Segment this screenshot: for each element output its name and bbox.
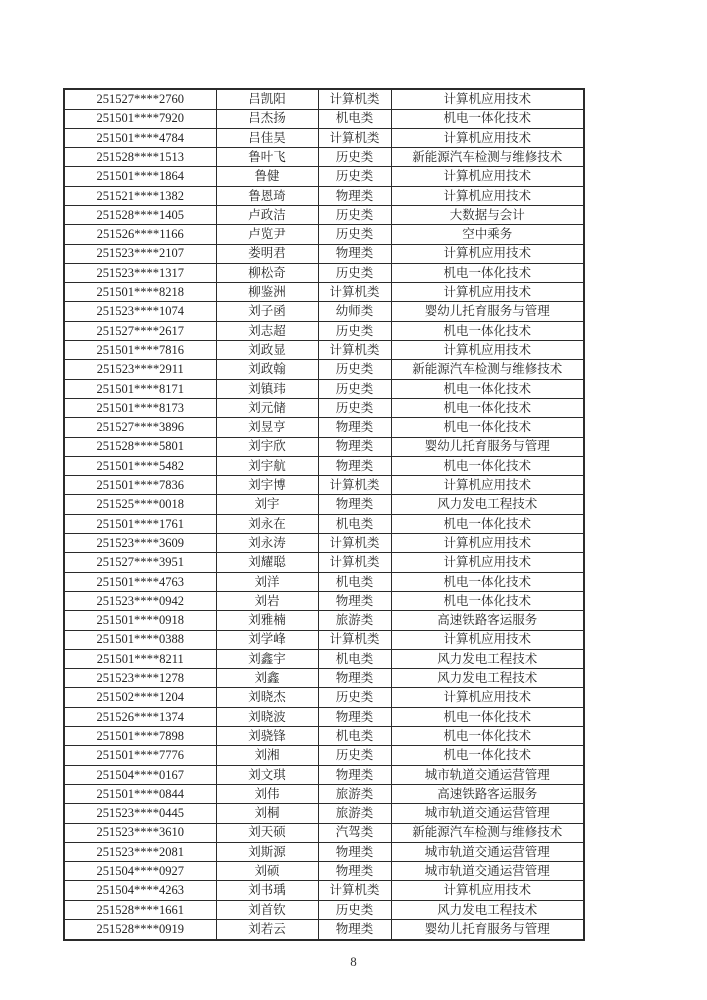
admitted-major-cell: 城市轨道交通运营管理 [391,862,584,881]
subject-category-cell: 机电类 [318,109,391,128]
subject-category-cell: 计算机类 [318,534,391,553]
table-row [64,823,584,842]
subject-category-cell: 历史类 [318,148,391,167]
candidate-name-cell: 刘晓波 [216,707,318,726]
candidate-name-cell: 刘伟 [216,784,318,803]
admitted-major-cell: 计算机应用技术 [391,553,584,572]
candidate-id-cell: 251528****0919 [64,919,216,940]
admitted-major-cell: 机电一体化技术 [391,109,584,128]
admitted-major-cell: 风力发电工程技术 [391,669,584,688]
admitted-major-cell: 婴幼儿托育服务与管理 [391,919,584,940]
table-row [64,842,584,861]
candidate-id-cell: 251504****0927 [64,862,216,881]
candidate-name-cell: 鲁健 [216,167,318,186]
candidate-id-cell: 251501****7898 [64,727,216,746]
candidate-id-cell: 251523****0445 [64,804,216,823]
admitted-major-cell: 婴幼儿托育服务与管理 [391,302,584,321]
subject-category-cell: 历史类 [318,263,391,282]
admission-roster-table-body [64,89,584,940]
subject-category-cell: 计算机类 [318,128,391,147]
subject-category-cell: 计算机类 [318,476,391,495]
table-row [64,418,584,437]
candidate-name-cell: 娄明君 [216,244,318,263]
candidate-name-cell: 吕佳昊 [216,128,318,147]
candidate-id-cell: 251501****0844 [64,784,216,803]
candidate-name-cell: 刘桐 [216,804,318,823]
table-row [64,321,584,340]
candidate-name-cell: 刘若云 [216,919,318,940]
table-row [64,707,584,726]
table-row [64,688,584,707]
candidate-name-cell: 刘首钦 [216,900,318,919]
admitted-major-cell: 城市轨道交通运营管理 [391,765,584,784]
candidate-name-cell: 刘宇欣 [216,437,318,456]
table-row [64,765,584,784]
table-row [64,669,584,688]
admission-roster-table [63,88,585,941]
admitted-major-cell: 机电一体化技术 [391,591,584,610]
admitted-major-cell: 新能源汽车检测与维修技术 [391,148,584,167]
admitted-major-cell: 计算机应用技术 [391,167,584,186]
candidate-id-cell: 251521****1382 [64,186,216,205]
subject-category-cell: 计算机类 [318,89,391,109]
candidate-id-cell: 251501****8218 [64,283,216,302]
admitted-major-cell: 高速铁路客运服务 [391,611,584,630]
table-row [64,900,584,919]
candidate-id-cell: 251527****3951 [64,553,216,572]
candidate-name-cell: 刘宇博 [216,476,318,495]
candidate-name-cell: 吕凯阳 [216,89,318,109]
candidate-id-cell: 251501****0918 [64,611,216,630]
candidate-id-cell: 251504****0167 [64,765,216,784]
admitted-major-cell: 计算机应用技术 [391,476,584,495]
candidate-name-cell: 刘晓杰 [216,688,318,707]
admitted-major-cell: 机电一体化技术 [391,398,584,417]
subject-category-cell: 机电类 [318,649,391,668]
admitted-major-cell: 风力发电工程技术 [391,649,584,668]
admitted-major-cell: 婴幼儿托育服务与管理 [391,437,584,456]
subject-category-cell: 汽驾类 [318,823,391,842]
candidate-name-cell: 刘宇航 [216,456,318,475]
table-row [64,128,584,147]
admitted-major-cell: 计算机应用技术 [391,534,584,553]
admitted-major-cell: 机电一体化技术 [391,514,584,533]
candidate-name-cell: 卢政洁 [216,206,318,225]
admitted-major-cell: 大数据与会计 [391,206,584,225]
candidate-id-cell: 251501****8171 [64,379,216,398]
subject-category-cell: 物理类 [318,919,391,940]
candidate-name-cell: 刘永在 [216,514,318,533]
subject-category-cell: 物理类 [318,456,391,475]
candidate-id-cell: 251528****5801 [64,437,216,456]
subject-category-cell: 历史类 [318,321,391,340]
candidate-name-cell: 鲁叶飞 [216,148,318,167]
candidate-name-cell: 刘骁锋 [216,727,318,746]
admitted-major-cell: 机电一体化技术 [391,418,584,437]
candidate-id-cell: 251501****8173 [64,398,216,417]
subject-category-cell: 历史类 [318,398,391,417]
table-row [64,649,584,668]
subject-category-cell: 机电类 [318,514,391,533]
table-row [64,804,584,823]
table-row [64,437,584,456]
admitted-major-cell: 计算机应用技术 [391,89,584,109]
admitted-major-cell: 计算机应用技术 [391,688,584,707]
candidate-id-cell: 251501****1761 [64,514,216,533]
candidate-id-cell: 251501****7816 [64,341,216,360]
table-row [64,495,584,514]
candidate-name-cell: 刘政显 [216,341,318,360]
candidate-name-cell: 刘永涛 [216,534,318,553]
table-row [64,186,584,205]
subject-category-cell: 物理类 [318,244,391,263]
admitted-major-cell: 计算机应用技术 [391,283,584,302]
candidate-name-cell: 吕杰扬 [216,109,318,128]
table-row [64,919,584,940]
candidate-id-cell: 251523****2911 [64,360,216,379]
candidate-name-cell: 柳松奇 [216,263,318,282]
table-row [64,862,584,881]
admitted-major-cell: 城市轨道交通运营管理 [391,804,584,823]
candidate-name-cell: 柳鉴洲 [216,283,318,302]
candidate-name-cell: 卢览尹 [216,225,318,244]
candidate-name-cell: 刘学峰 [216,630,318,649]
candidate-name-cell: 刘文琪 [216,765,318,784]
table-row [64,398,584,417]
subject-category-cell: 计算机类 [318,283,391,302]
candidate-id-cell: 251501****8211 [64,649,216,668]
candidate-id-cell: 251504****4263 [64,881,216,900]
candidate-id-cell: 251523****0942 [64,591,216,610]
admitted-major-cell: 新能源汽车检测与维修技术 [391,360,584,379]
candidate-id-cell: 251528****1513 [64,148,216,167]
table-row [64,225,584,244]
admitted-major-cell: 机电一体化技术 [391,727,584,746]
admitted-major-cell: 机电一体化技术 [391,263,584,282]
candidate-id-cell: 251523****1317 [64,263,216,282]
admitted-major-cell: 计算机应用技术 [391,186,584,205]
candidate-name-cell: 刘耀聪 [216,553,318,572]
table-row [64,341,584,360]
admitted-major-cell: 空中乘务 [391,225,584,244]
candidate-id-cell: 251523****3609 [64,534,216,553]
table-row [64,630,584,649]
candidate-id-cell: 251523****2107 [64,244,216,263]
candidate-name-cell: 刘政翰 [216,360,318,379]
candidate-id-cell: 251527****2617 [64,321,216,340]
subject-category-cell: 计算机类 [318,553,391,572]
table-row [64,89,584,109]
candidate-id-cell: 251501****7776 [64,746,216,765]
admitted-major-cell: 机电一体化技术 [391,321,584,340]
subject-category-cell: 物理类 [318,495,391,514]
candidate-id-cell: 251501****0388 [64,630,216,649]
subject-category-cell: 旅游类 [318,804,391,823]
subject-category-cell: 物理类 [318,437,391,456]
subject-category-cell: 计算机类 [318,341,391,360]
subject-category-cell: 物理类 [318,669,391,688]
admitted-major-cell: 计算机应用技术 [391,341,584,360]
candidate-name-cell: 刘书瑀 [216,881,318,900]
candidate-id-cell: 251528****1661 [64,900,216,919]
candidate-name-cell: 刘昱亨 [216,418,318,437]
subject-category-cell: 物理类 [318,707,391,726]
table-row [64,244,584,263]
admitted-major-cell: 计算机应用技术 [391,128,584,147]
subject-category-cell: 计算机类 [318,630,391,649]
table-row [64,302,584,321]
admitted-major-cell: 机电一体化技术 [391,707,584,726]
candidate-name-cell: 刘宇 [216,495,318,514]
admitted-major-cell: 新能源汽车检测与维修技术 [391,823,584,842]
candidate-name-cell: 刘雅楠 [216,611,318,630]
candidate-id-cell: 251502****1204 [64,688,216,707]
admitted-major-cell: 城市轨道交通运营管理 [391,842,584,861]
candidate-id-cell: 251523****2081 [64,842,216,861]
candidate-id-cell: 251501****1864 [64,167,216,186]
candidate-name-cell: 刘鑫 [216,669,318,688]
admitted-major-cell: 机电一体化技术 [391,572,584,591]
subject-category-cell: 历史类 [318,225,391,244]
table-row [64,206,584,225]
candidate-name-cell: 鲁恩琦 [216,186,318,205]
table-row [64,553,584,572]
table-row [64,379,584,398]
candidate-name-cell: 刘镇玮 [216,379,318,398]
table-row [64,514,584,533]
subject-category-cell: 历史类 [318,746,391,765]
page-number: 8 [350,954,357,969]
admitted-major-cell: 计算机应用技术 [391,630,584,649]
table-row [64,591,584,610]
table-row [64,881,584,900]
candidate-id-cell: 251501****4763 [64,572,216,591]
candidate-name-cell: 刘岩 [216,591,318,610]
admitted-major-cell: 计算机应用技术 [391,881,584,900]
candidate-name-cell: 刘鑫宇 [216,649,318,668]
candidate-name-cell: 刘湘 [216,746,318,765]
table-row [64,167,584,186]
subject-category-cell: 物理类 [318,842,391,861]
subject-category-cell: 幼师类 [318,302,391,321]
candidate-id-cell: 251526****1166 [64,225,216,244]
admitted-major-cell: 机电一体化技术 [391,379,584,398]
table-row [64,148,584,167]
subject-category-cell: 机电类 [318,727,391,746]
subject-category-cell: 历史类 [318,379,391,398]
candidate-id-cell: 251501****7836 [64,476,216,495]
candidate-id-cell: 251525****0018 [64,495,216,514]
table-row [64,727,584,746]
candidate-id-cell: 251527****2760 [64,89,216,109]
admitted-major-cell: 机电一体化技术 [391,746,584,765]
subject-category-cell: 旅游类 [318,784,391,803]
subject-category-cell: 历史类 [318,688,391,707]
subject-category-cell: 旅游类 [318,611,391,630]
candidate-id-cell: 251523****3610 [64,823,216,842]
subject-category-cell: 历史类 [318,900,391,919]
candidate-id-cell: 251528****1405 [64,206,216,225]
subject-category-cell: 物理类 [318,591,391,610]
subject-category-cell: 物理类 [318,186,391,205]
admitted-major-cell: 高速铁路客运服务 [391,784,584,803]
candidate-id-cell: 251501****5482 [64,456,216,475]
subject-category-cell: 物理类 [318,765,391,784]
table-row [64,784,584,803]
candidate-name-cell: 刘洋 [216,572,318,591]
table-row [64,109,584,128]
candidate-id-cell: 251501****7920 [64,109,216,128]
subject-category-cell: 历史类 [318,206,391,225]
subject-category-cell: 物理类 [318,418,391,437]
table-row [64,360,584,379]
table-row [64,746,584,765]
subject-category-cell: 物理类 [318,862,391,881]
admitted-major-cell: 机电一体化技术 [391,456,584,475]
candidate-id-cell: 251501****4784 [64,128,216,147]
admitted-major-cell: 风力发电工程技术 [391,495,584,514]
subject-category-cell: 历史类 [318,360,391,379]
table-row [64,572,584,591]
table-row [64,534,584,553]
table-row [64,476,584,495]
table-row [64,611,584,630]
table-row [64,283,584,302]
table-row [64,263,584,282]
subject-category-cell: 计算机类 [318,881,391,900]
admitted-major-cell: 计算机应用技术 [391,244,584,263]
admitted-major-cell: 风力发电工程技术 [391,900,584,919]
subject-category-cell: 机电类 [318,572,391,591]
subject-category-cell: 历史类 [318,167,391,186]
candidate-name-cell: 刘硕 [216,862,318,881]
candidate-name-cell: 刘天硕 [216,823,318,842]
table-row [64,456,584,475]
candidate-name-cell: 刘元储 [216,398,318,417]
candidate-name-cell: 刘子函 [216,302,318,321]
candidate-id-cell: 251526****1374 [64,707,216,726]
candidate-name-cell: 刘斯源 [216,842,318,861]
candidate-name-cell: 刘志超 [216,321,318,340]
candidate-id-cell: 251523****1074 [64,302,216,321]
candidate-id-cell: 251523****1278 [64,669,216,688]
candidate-id-cell: 251527****3896 [64,418,216,437]
